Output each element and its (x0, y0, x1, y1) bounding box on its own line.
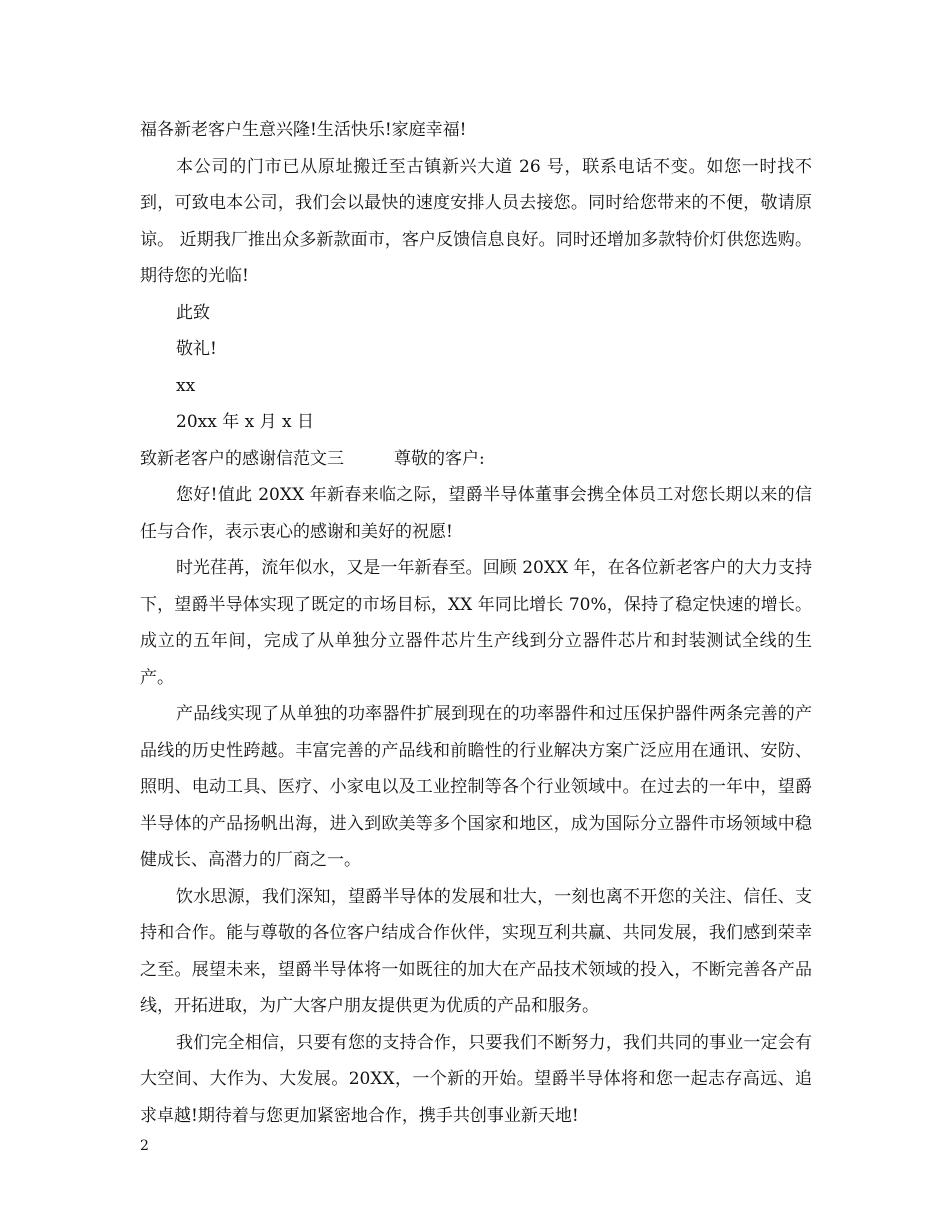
letter-three-heading: 致新老客户的感谢信范文三 (140, 448, 344, 469)
document-body (140, 112, 812, 1134)
closing-wish-line: 福各新老客户生意兴隆!生活快乐!家庭幸福! (140, 120, 467, 140)
salutation-line-1: 此致 (176, 302, 210, 323)
body-paragraph-1: 您好!值此 20XX 年新春来临之际，望爵半导体董事会携全体员工对您长期以来的信任与合作，表示衷心的感谢和美好的祝愿! (140, 485, 812, 542)
body-paragraph-3: 产品线实现了从单独的功率器件扩展到现在的功率器件和过压保护器件两条完善的产品线的历史性跨越。丰富完善的产品线和前瞻性的行业解决方案广泛应用在通讯、安防、照明、电动工具、医疗、小家电以及工业控制等各个行业领域中。在过去的一年中，望爵半导体的产品扬帆出海，进入到欧美等多个国家和地区，成为国际分立器件市场领域中稳健成长、高潜力的厂商之一。 (140, 704, 812, 870)
letter-three-addressee: 尊敬的客户: (394, 448, 485, 469)
body-paragraph-5: 我们完全相信，只要有您的支持合作，只要我们不断努力，我们共同的事业一定会有大空间、大作为、大发展。20XX，一个新的开始。望爵半导体将和您一起志存高远、追求卓越!期待着与您更加紧密地合作，携手共创事业新天地! (140, 1032, 812, 1126)
salutation-line-2: 敬礼! (176, 339, 217, 359)
page-number: 2 (140, 1138, 149, 1154)
relocation-notice-paragraph: 本公司的门市已从原址搬迁至古镇新兴大道 26 号，联系电话不变。如您一时找不到，可致电本公司，我们会以最快的速度安排人员去接您。同时给您带来的不便，敬请原谅。 近期我厂推出众多新款面市，客户反馈信息良好。同时还增加多款特价灯供您选购。 期待您的光临! (140, 156, 812, 286)
body-paragraph-4: 饮水思源，我们深知，望爵半导体的发展和壮大，一刻也离不开您的关注、信任、支持和合作。能与尊敬的各位客户结成合作伙伴，实现互利共赢、共同发展，我们感到荣幸之至。展望未来，望爵半导体将一如既往的加大在产品技术领域的投入，不断完善各产品线，开拓进取，为广大客户朋友提供更为优质的产品和服务。 (140, 886, 812, 1016)
date-line: 20xx 年 x 月 x 日 (176, 412, 315, 432)
letter-three-heading-line (140, 441, 812, 478)
body-paragraph-2: 时光荏苒，流年似水，又是一年新春至。回顾 20XX 年，在各位新老客户的大力支持下，望爵半导体实现了既定的市场目标，XX 年同比增长 70%，保持了稳定快速的增长。成立的五年间，完成了从单独分立器件芯片生产线到分立器件芯片和封装测试全线的生产。 (140, 558, 812, 688)
signature-line: xx (176, 375, 196, 396)
